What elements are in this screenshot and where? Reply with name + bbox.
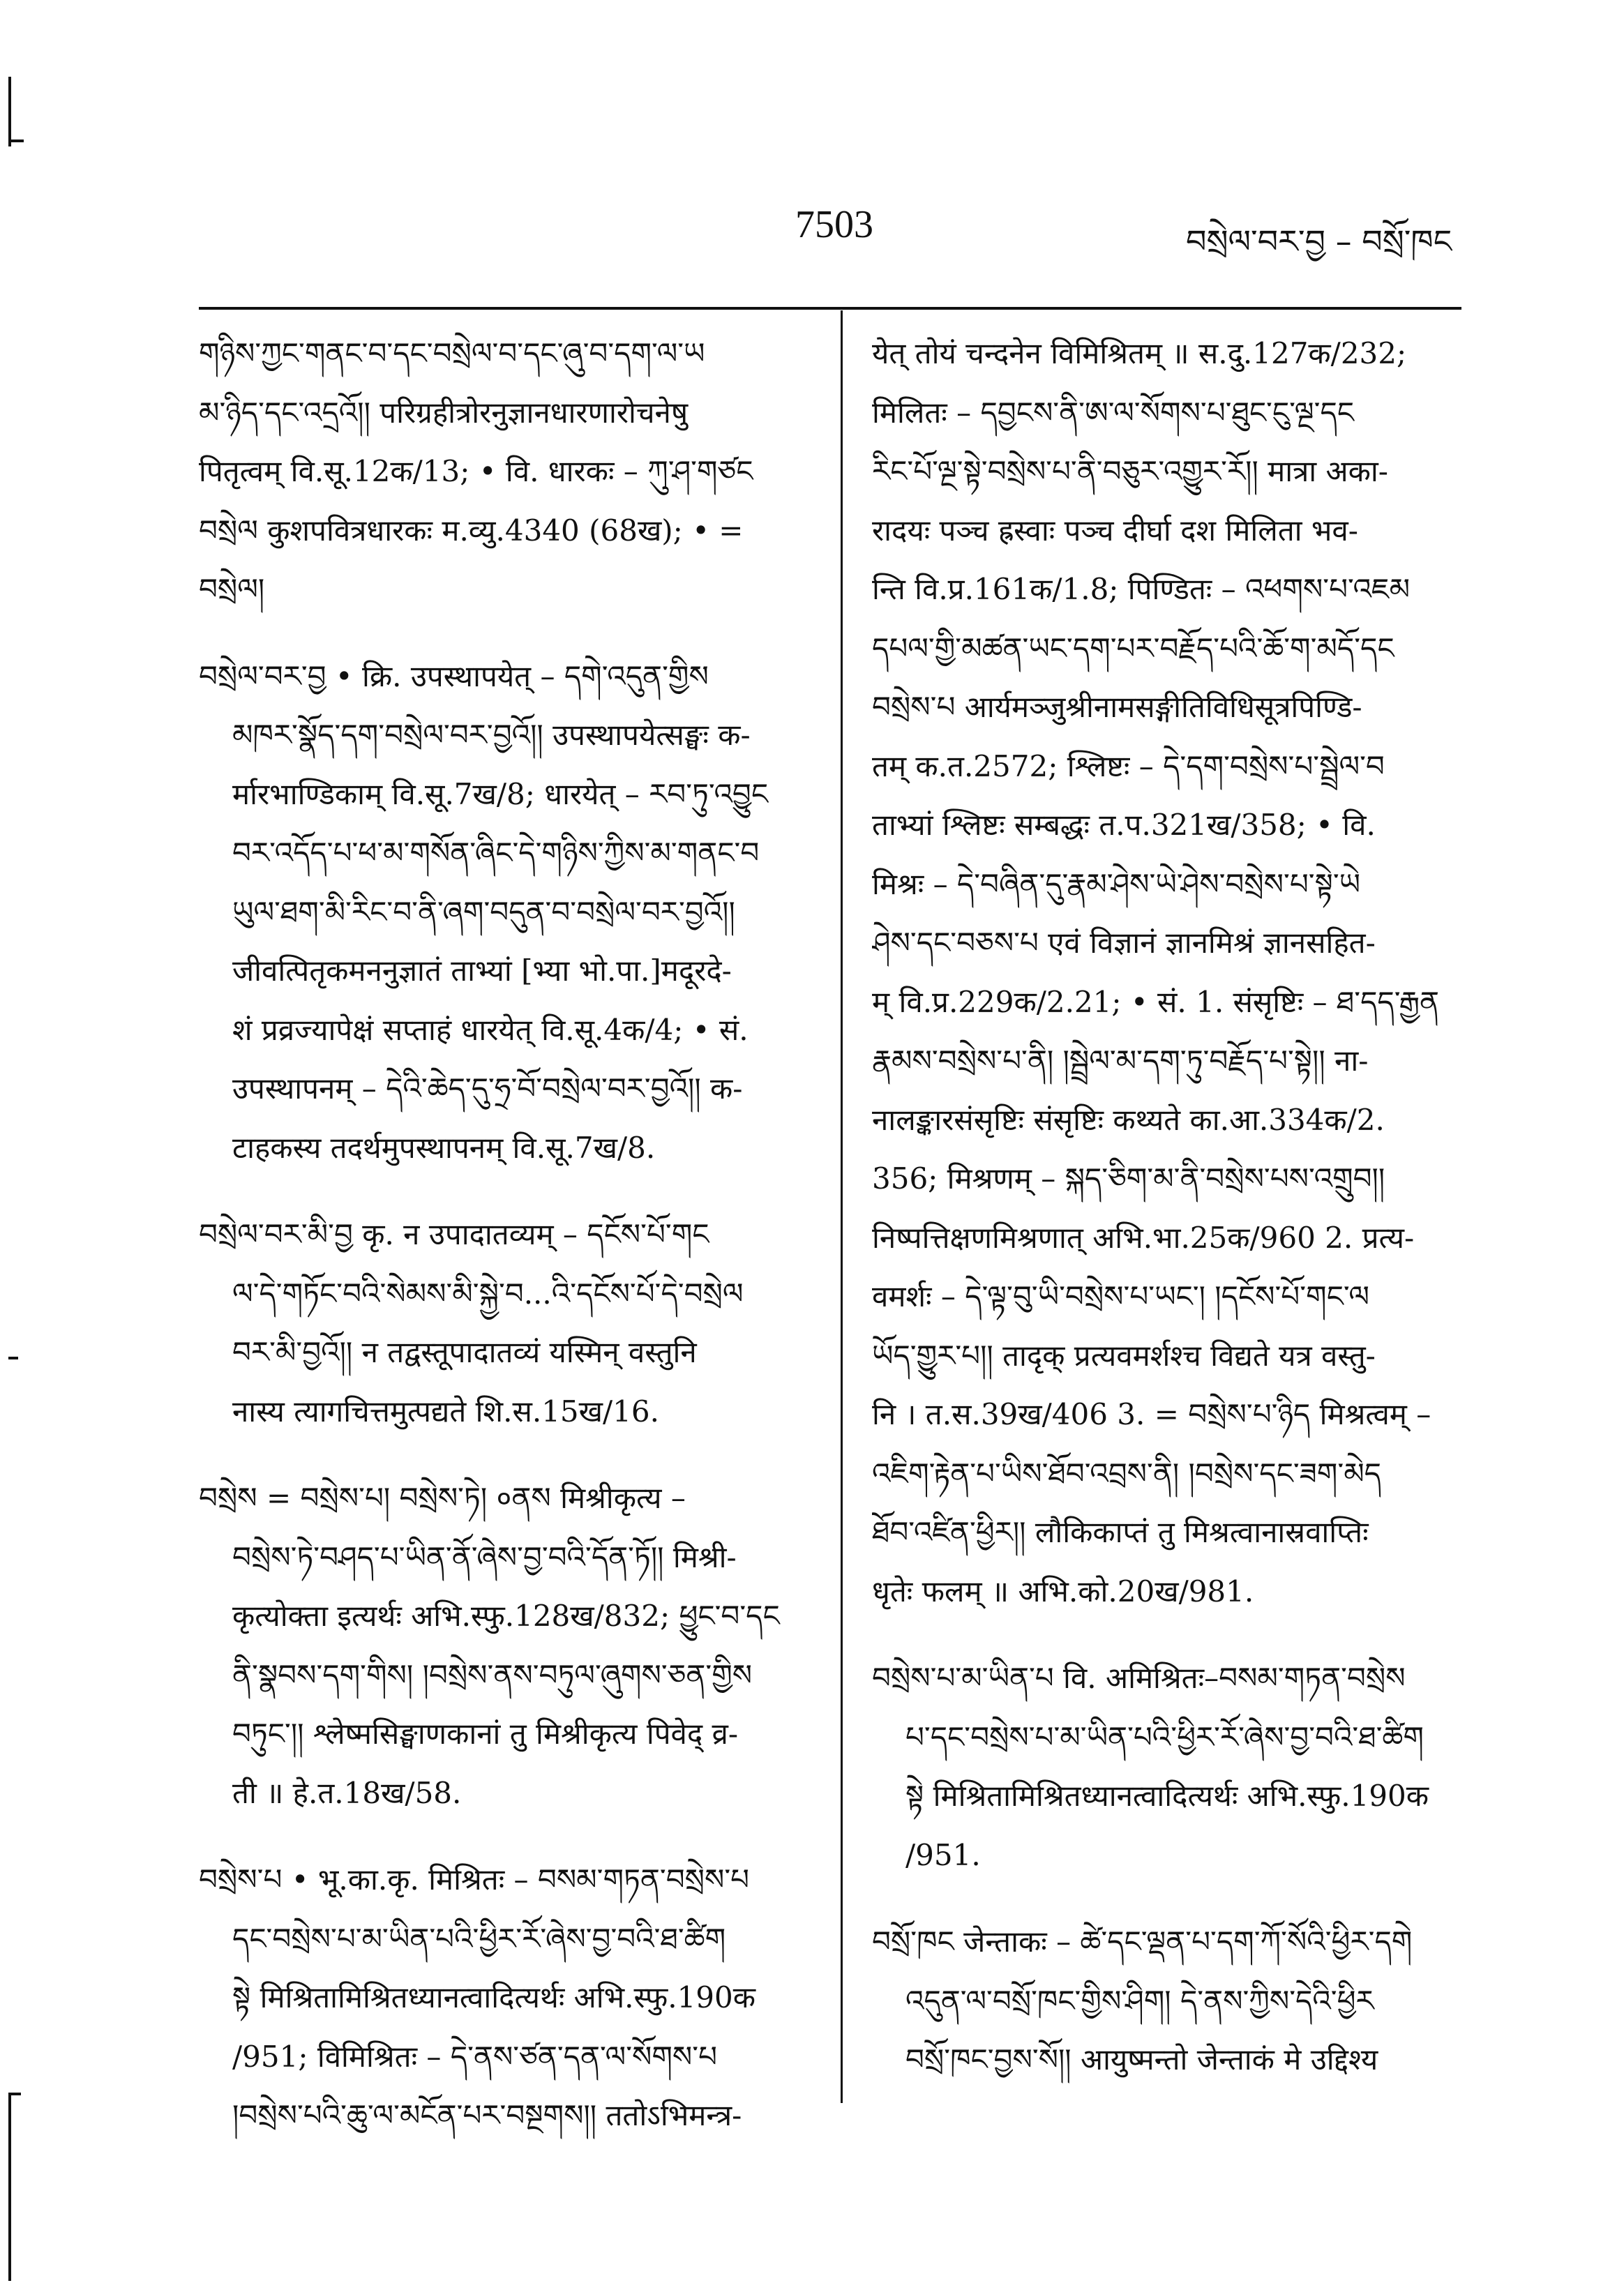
entry-continuation-line: བསྲོ་ཁང་བྱས་སོ།། आयुष्मन्तो जेन्ताकं मे उद्दिश्य [905, 2042, 1378, 2077]
entry-line: येत् तोयं चन्दनेन विमिश्रितम् ॥ स.दु.127क/232; [872, 336, 1407, 370]
entry-line: ताभ्यां श्लिष्टः सम्बद्धः त.प.321ख/358; • वि. [872, 808, 1376, 842]
entry-line: मिलितः – དབྱངས་ནི་ཨ་ལ་སོགས་པ་ཐུང་ངུ་ལྔ་དང [872, 395, 1355, 430]
entry-continuation-line: བཏུང་།། श्लेष्मसिङ्घाणकानां तु मिश्रीकृत्य पिवेद् व्र- [232, 1717, 739, 1751]
entry-gap [872, 1621, 1465, 1649]
entry-line: तम् क.त.2572; श्लिष्टः – དེ་དག་བསྲེས་པ་སྦྲེལ་བ [872, 748, 1385, 783]
entry-line: བསྲེས = བསྲེས་པ། བསྲེས་ཏེ། ०ནས मिश्रीकृत्य – [199, 1481, 686, 1515]
entry-line: नालङ्कारसंसृष्टिः संसृष्टिः कथ्यते का.आ.334क/2. [872, 1102, 1385, 1137]
entry-continuation-line: མཁར་སྣོད་དག་བསྲེལ་བར་བྱའོ།། उपस्थापयेत्सङ्घः क- [232, 718, 751, 752]
entry-line: रादयः पञ्च ह्रस्वाः पञ्च दीर्घा दश मिलिता भव- [872, 513, 1358, 548]
entry-line: བསྲེལ་བར་མི་བྱ कृ. न उपादातव्यम् – དངོས་པོ་གང [199, 1217, 709, 1251]
entry-gap [199, 1823, 813, 1851]
entry-continuation-line: शं प्रव्रज्यापेक्षं सप्ताहं धारयेत् वि.सू.4क/4; • सं. [232, 1012, 749, 1047]
entry-gap [872, 1885, 1465, 1913]
entry-line: འཇིག་རྟེན་པ་ཡིས་ཐོབ་འབྲས་ནི། །བསྲེས་དང་ཟག་མེད [872, 1456, 1381, 1491]
entry-continuation-line: टाहकस्य तदर्थमुपस्थापनम् वि.सू.7ख/8. [232, 1130, 656, 1165]
entry-continuation-line: བར་མི་བྱའོ།། न तद्वस्तूपादातव्यं यस्मिन् वस्तुनि [232, 1335, 697, 1369]
entry-line: वमर्शः – དེ་ལྟ་བུ་ཡི་བསྲེས་པ་ཡང་། །དངོས་པོ་གང་ལ [872, 1279, 1370, 1313]
entry-line: གཉིས་ཀྱང་གནང་བ་དང་བསྲེལ་བ་དང་ཞུ་བ་དག་ལ་ཡ [199, 336, 705, 370]
entry-continuation-line: འདུན་ལ་བསྲོ་ཁང་གྱིས་ཤིག། དེ་ནས་ཀྱིས་དེའི་ཕྱིར [905, 1983, 1374, 2018]
entry-line: ཡོད་གྱུར་པ།། तादृक् प्रत्यवमर्शश्च विद्यते यत्र वस्तु- [872, 1338, 1376, 1373]
scan-mark [8, 1357, 18, 1359]
entry-line: བསྲེལ कुशपवित्रधारकः म.व्यु.4340 (68ख); • = [199, 513, 744, 548]
entry-line: पितृत्वम् वि.सू.12क/13; • वि. धारकः – ཀུ་ཤ་གཙང [199, 454, 753, 488]
entry-line: नि । त.स.39ख/406 3. = བསྲེས་པ་ཉིད मिश्रत्वम् – [872, 1397, 1431, 1431]
entry-continuation-line: བསྲེས་ཏེ་བཤད་པ་ཡིན་ནོ་ཞེས་བྱ་བའི་དོན་ཏོ།། मिश्री- [232, 1539, 737, 1574]
entry-line: न्ति वि.प्र.161क/1.8; पिण्डितः – འཕགས་པ་འཇམ [872, 572, 1411, 606]
entry-continuation-line: कृत्योक्ता इत्यर्थः अभि.स्फु.128ख/832; ཕྱུང་བ་དང [232, 1599, 780, 1633]
entry-continuation-line: བར་འདོད་པ་ཕ་མ་གསོན་ཞིང་དེ་གཉིས་ཀྱིས་མ་གནང་བ [232, 836, 760, 870]
header-rule [199, 307, 1461, 310]
entry-line: निष्पत्तिक्षणमिश्रणात् अभि.भा.25क/960 2. प्रत्य- [872, 1220, 1415, 1255]
left-column [199, 324, 813, 2146]
entry-line: བསྲེས་པ • भू.का.कृ. मिश्रितः – བསམ་གཏན་བསྲེས་པ [199, 1862, 750, 1897]
scan-mark [8, 77, 11, 146]
entry-continuation-line: /951; विमिश्रितः – དེ་ནས་ཙན་དན་ལ་སོགས་པ [232, 2039, 718, 2074]
entry-line: བསྲོ་ཁང जेन्ताकः – ཚེ་དང་ལྡན་པ་དག་ཀོ་སོའི་ཕྱིར་དགེ [872, 1924, 1413, 1959]
page-number: 7503 [795, 203, 873, 246]
entry-line: 356; मिश्रणम् – སྐད་ཅིག་མ་ནི་བསྲེས་པས་འགྲུབ།། [872, 1161, 1385, 1196]
entry-line: ཤེས་དང་བཅས་པ एवं विज्ञानं ज्ञानमिश्रं ज्ञानसहित- [872, 926, 1376, 960]
entry-gap [199, 619, 813, 647]
entry-continuation-line: པ་དང་བསྲེས་པ་མ་ཡིན་པའི་ཕྱིར་རོ་ཞེས་བྱ་བའི་ཐ་ཚིག [905, 1719, 1424, 1754]
entry-line: མ་ཉིད་དང་འདྲའོ།། परिग्रहीत्रोरनुज्ञानधारणारोचनेषु [199, 395, 689, 430]
entry-line: मिश्रः – དེ་བཞིན་དུ་རྣམ་ཤེས་ཡེ་ཤེས་བསྲེས་པ་སྟེ་ཡེ [872, 866, 1361, 901]
entry-continuation-line: དང་བསྲེས་པ་མ་ཡིན་པའི་ཕྱིར་རོ་ཞེས་བྱ་བའི་ཐ་ཚིག [232, 1921, 726, 1956]
entry-gap [199, 1177, 813, 1205]
entry-continuation-line: །བསྲེས་པའི་ཆུ་ལ་མངོན་པར་བསྔགས།། ततोऽभिमन्त्र- [232, 2098, 742, 2132]
entry-continuation-line: ཡུལ་ཐག་མི་རིང་བ་ནི་ཞག་བདུན་བ་བསྲེལ་བར་བྱའོ།། [232, 894, 735, 929]
running-head: བསྲེལ་བར་བྱ – བསྲོ་ཁང [1186, 223, 1452, 260]
entry-continuation-line: जीवत्पितृकमननुज्ञातं ताभ्यां [भ्या भो.पा.]मदूरदे- [232, 954, 732, 988]
scan-mark [8, 140, 24, 142]
entry-line: བསྲེལ། [199, 572, 265, 606]
entry-continuation-line: སྟེ मिश्रितामिश्रितध्यानत्वादित्यर्थः अभि.स्फु.190क [905, 1779, 1429, 1813]
entry-line: म् वि.प्र.229क/2.21; • सं. 1. संसृष्टिः – ཐ་དད་རྒྱན [872, 984, 1440, 1019]
entry-line: རིང་པོ་ལྔ་སྟེ་བསྲེས་པ་ནི་བཅུར་འགྱུར་རོ།། मात्रा अका- [872, 454, 1388, 488]
entry-continuation-line: नास्य त्यागचित्तमुत्पद्यते शि.स.15ख/16. [232, 1394, 659, 1429]
scan-mark [8, 2093, 11, 2281]
entry-continuation-line: /951. [905, 1837, 981, 1872]
entry-line: བསྲེལ་བར་བྱ • क्रि. उपस्थापयेत् – དགེ་འདུན་གྱིས [199, 658, 709, 693]
column-divider [841, 310, 843, 2103]
entry-line: धृतेः फलम् ॥ अभि.को.20ख/981. [872, 1574, 1254, 1608]
entry-continuation-line: उपस्थापनम् – དེའི་ཆེད་དུ་ཧྲ་བོ་བསྲེལ་བར་བྱའོ།། क- [232, 1071, 743, 1106]
entry-continuation-line: ནི་སྣབས་དག་གིས། །བསྲེས་ནས་བཏུལ་ཞུགས་ཅན་གྱིས [232, 1657, 753, 1692]
entry-continuation-line: र्मारभाण्डिकाम् वि.सू.7ख/8; धारयेत् – རབ་ཏུ་འབྱུང [232, 776, 769, 811]
entry-continuation-line: སྟེ मिश्रितामिश्रितध्यानत्वादित्यर्थः अभि.स्फु.190क [232, 1980, 756, 2014]
entry-continuation-line: ལ་དེ་གཏོང་བའི་སེམས་མི་སྐྱེ་བ...འི་དངོས་པོ་དེ་བསྲེལ [232, 1276, 744, 1311]
entry-gap [199, 1441, 813, 1469]
entry-line: བསྲེས་པ आर्यमञ्जुश्रीनामसङ्गीतिविधिसूत्रपिण्डि- [872, 690, 1362, 724]
entry-line: རྣམས་བསྲེས་པ་ནི། །སྦྲེལ་མ་དག་ཏུ་བརྗོད་པ་སྟེ།། ना- [872, 1043, 1369, 1078]
entry-continuation-line: ती ॥ हे.त.18ख/58. [232, 1775, 462, 1810]
entry-line: བསྲེས་པ་མ་ཡིན་པ वि. अमिश्रितः–བསམ་གཏན་བསྲེས [872, 1661, 1406, 1695]
right-column [872, 324, 1465, 2090]
entry-line: ཐོབ་འཛིན་ཕྱིར།། लौकिकाप्तं तु मिश्रत्वानास्रवाप्तिः [872, 1515, 1369, 1549]
scan-mark [8, 2093, 21, 2095]
entry-line: དཔལ་གྱི་མཚན་ཡང་དག་པར་བརྗོད་པའི་ཆོ་ག་མདོ་དང [872, 631, 1394, 665]
